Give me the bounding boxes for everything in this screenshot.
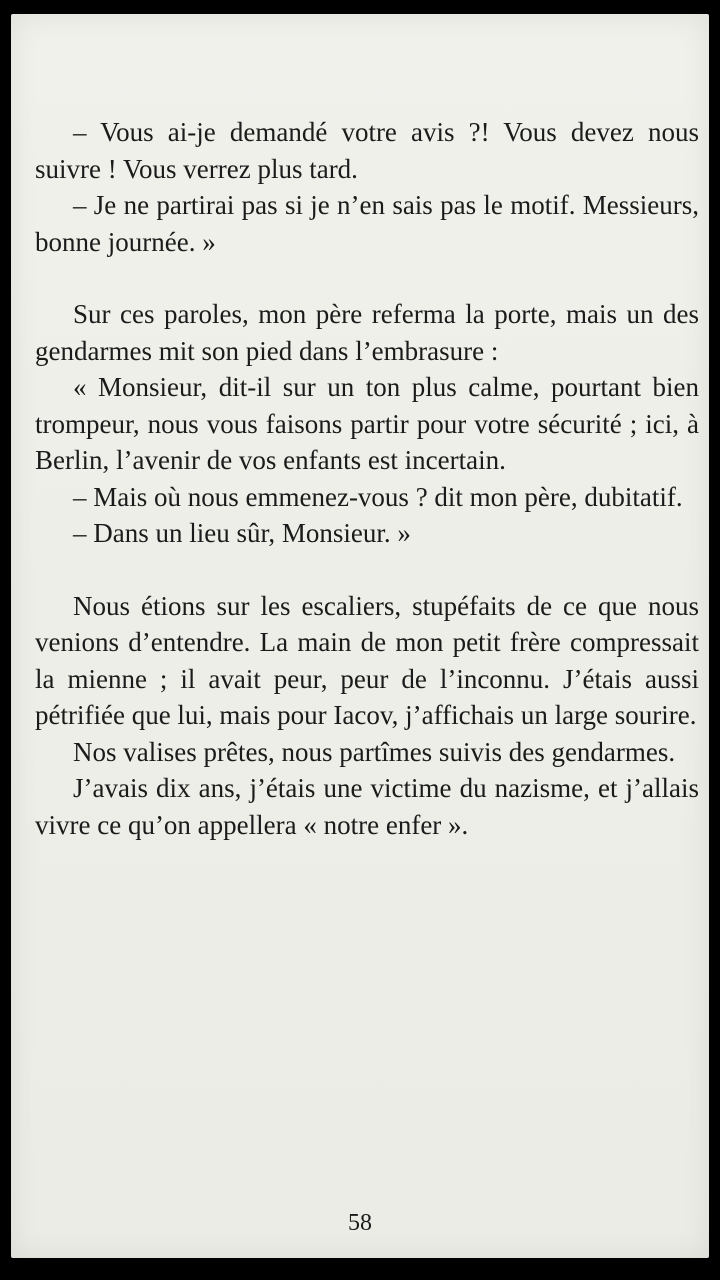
paragraph-3: Sur ces paroles, mon père referma la porte, mais un des gendarmes mit son pied dans l’embrasure : — [35, 299, 699, 366]
paragraph-8: Nos valises prêtes, nous partîmes suivis des gendarmes. — [73, 736, 676, 767]
paragraph-5: – Mais où nous emmenez-vous ? dit mon père, dubitatif. — [73, 481, 683, 512]
paragraph-4: « Monsieur, dit-il sur un ton plus calme, pourtant bien trompeur, nous vous faisons partir pour votre sécurité ; ici, à Berlin, l’avenir de vos enfants est incertain. — [35, 372, 699, 475]
page-text — [35, 114, 699, 843]
paragraph-2: – Je ne partirai pas si je n’en sais pas le motif. Messieurs, bonne journée. » — [35, 190, 699, 257]
paragraph-7: Nous étions sur les escaliers, stupéfaits de ce que nous venions d’entendre. La main de mon petit frère compressait la mienne ; il avait peur, peur de l’inconnu. J’étais aussi pétrifiée que lui, mais pour Iacov, j’affichais un large sourire. — [35, 590, 699, 730]
paragraph-gap — [35, 552, 699, 588]
paragraph-9: J’avais dix ans, j’étais une victime du nazisme, et j’allais vivre ce qu’on appellera « notre enfer ». — [35, 773, 699, 840]
paragraph-gap — [35, 260, 699, 296]
page-number: 58 — [348, 1210, 372, 1236]
paragraph-1: – Vous ai-je demandé votre avis ?! Vous devez nous suivre ! Vous verrez plus tard. — [35, 117, 699, 184]
paragraph-6: – Dans un lieu sûr, Monsieur. » — [73, 518, 411, 548]
book-page — [11, 14, 709, 1258]
